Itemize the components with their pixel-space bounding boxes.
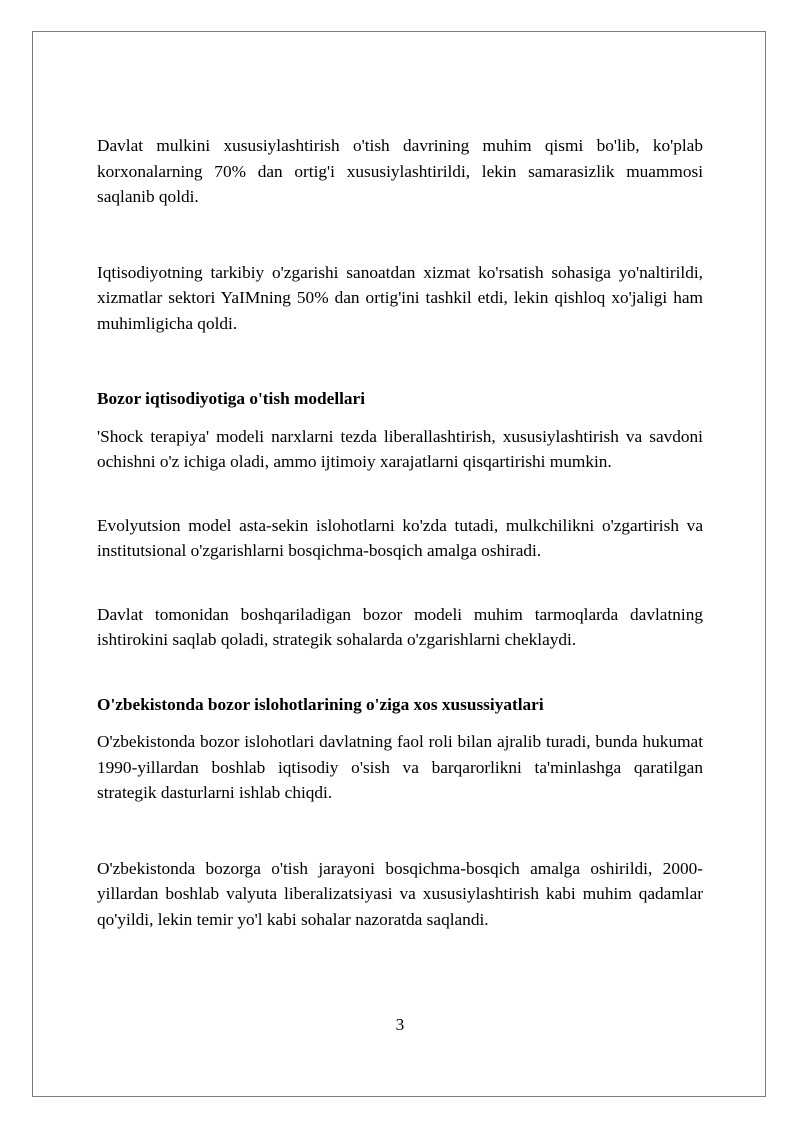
paragraph-evolutionary-model: Evolyutsion model asta-sekin islohotlarni ko'zda tutadi, mulkchilikni o'zgartirish va institutsional o'zgarishlarni bosqichma-bosqich amalga oshiradi.: [97, 515, 703, 560]
paragraph-state-managed-model: Davlat tomonidan boshqariladigan bozor modeli muhim tarmoqlarda davlatning ishtirokini saqlab qoladi, strategik sohalarda o'zgarishlarni cheklaydi.: [97, 604, 703, 649]
document-body: [97, 133, 703, 932]
paragraph-uzbekistan-transition: O'zbekistonda bozorga o'tish jarayoni bosqichma-bosqich amalga oshirildi, 2000-yillardan boshlab valyuta liberalizatsiyasi va xususiylashtirish kabi muhim qadamlar qo'yildi, lekin temir yo'l kabi sohalar nazoratda saqlandi.: [97, 858, 703, 929]
section-heading-transition-models: Bozor iqtisodiyotiga o'tish modellari: [97, 389, 366, 408]
paragraph-shock-therapy: 'Shock terapiya' modeli narxlarni tezda liberallashtirish, xususiylashtirish va savdoni ochishni o'z ichiga oladi, ammo ijtimoiy xarajatlarni qisqartirishi mumkin.: [97, 426, 703, 471]
paragraph-structural-change: Iqtisodiyotning tarkibiy o'zgarishi sanoatdan xizmat ko'rsatish sohasiga yo'naltirildi, xizmatlar sektori YaIMning 50% dan ortig'ini tashkil etdi, lekin qishloq xo'jaligi ham muhimligicha qoldi.: [97, 262, 703, 333]
section-heading-uzbekistan-features: O'zbekistonda bozor islohotlarining o'ziga xos xusussiyatlari: [97, 694, 544, 714]
paragraph-privatization: Davlat mulkini xususiylashtirish o'tish davrining muhim qismi bo'lib, ko'plab korxonalarning 70% dan ortig'i xususiylashtirildi, lekin samarasizlik muammosi saqlanib qoldi.: [97, 136, 703, 206]
page-number: 3: [395, 1015, 405, 1034]
paragraph-uzbekistan-reforms: O'zbekistonda bozor islohotlari davlatning faol roli bilan ajralib turadi, bunda hukumat 1990-yillardan boshlab iqtisodiy o'sish va barqarorlikni ta'minlashga qaratilgan strategik dasturlarni ishlab chiqdi.: [97, 732, 703, 802]
